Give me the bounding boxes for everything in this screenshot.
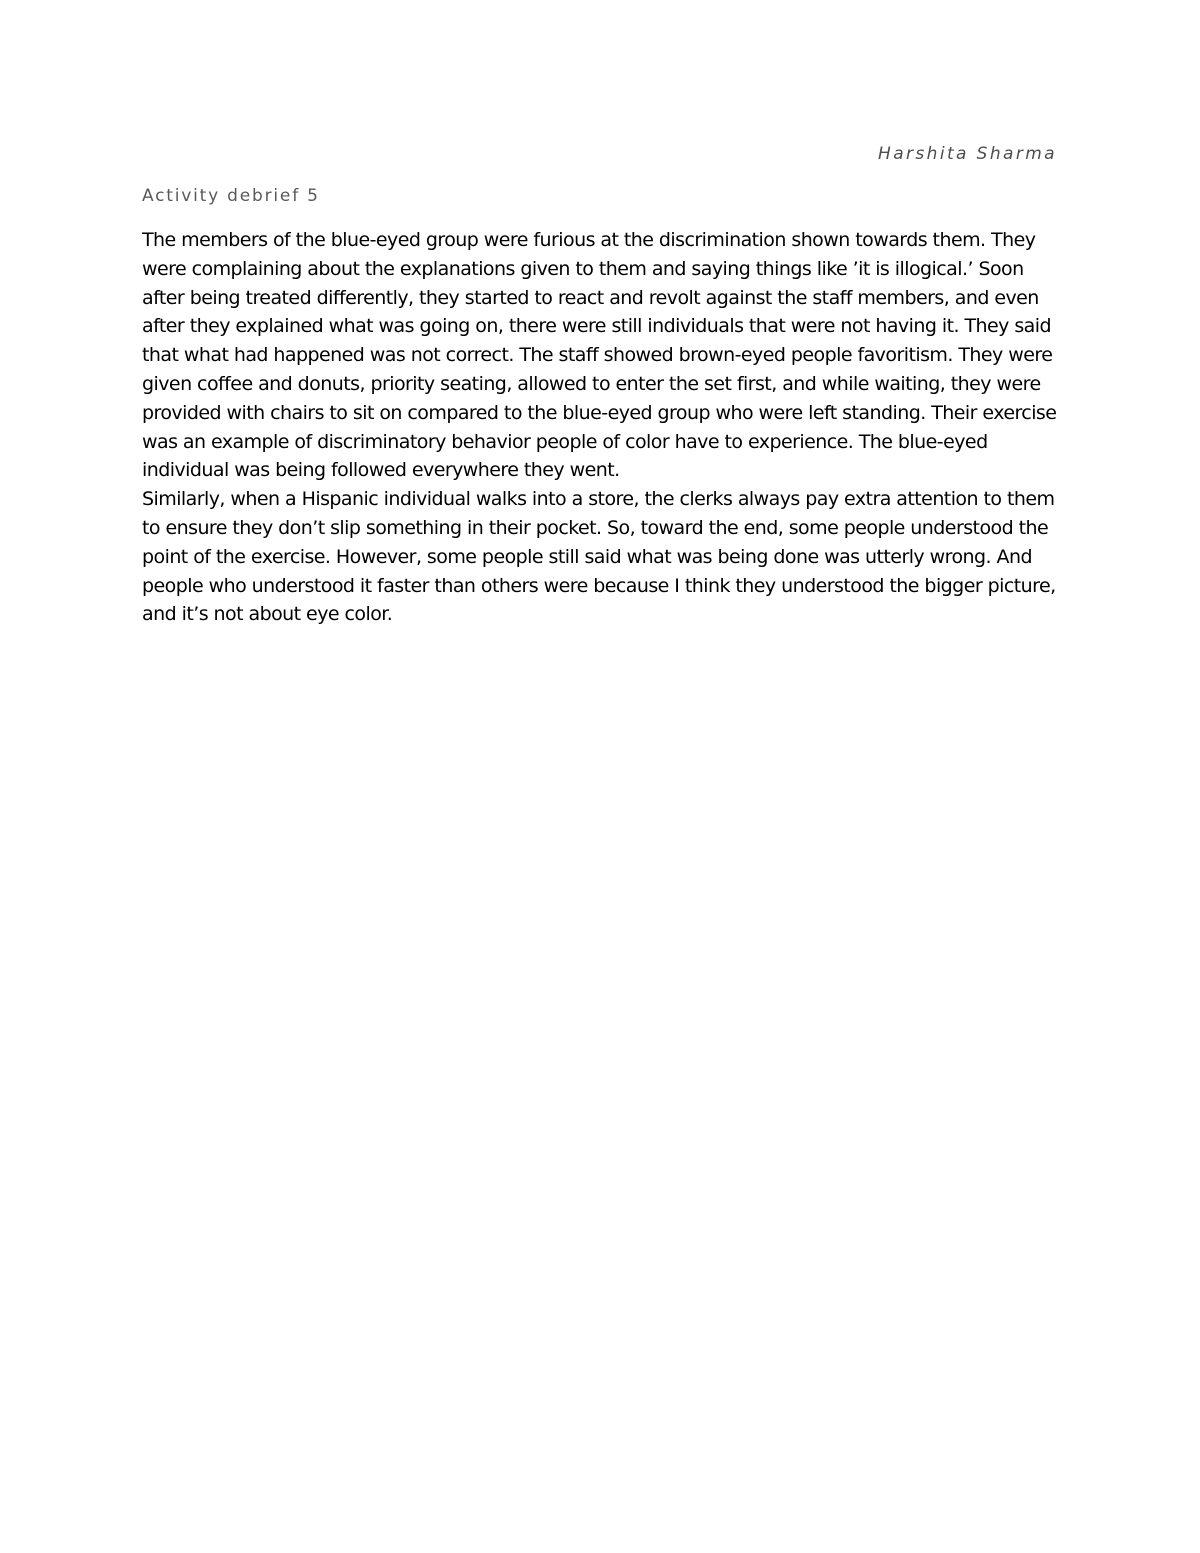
document-title: Activity debrief 5 (142, 186, 320, 206)
body-paragraph-1: The members of the blue-eyed group were furious at the discrimination shown towards them. They were complaining about the explanations given to them and saying things like ’it is illogical.’ Soon after being treated differently, they started to react and revolt against the staff members, and even after they explained what was going on, there were still individuals that were not having it. They said that what had happened was not correct. The staff showed brown-eyed people favoritism. They were given coffee and donuts, priority seating, allowed to enter the set first, and while waiting, they were provided with chairs to sit on compared to the blue-eyed group who were left standing. Their exercise was an example of discriminatory behavior people of color have to experience. The blue-eyed individual was being followed everywhere they went. (142, 229, 1057, 482)
document-body (142, 226, 1060, 629)
body-paragraph-2: Similarly, when a Hispanic individual walks into a store, the clerks always pay extra attention to them to ensure they don’t slip something in their pocket. So, toward the end, some people understood the point of the exercise. However, some people still said what was being done was utterly wrong. And people who understood it faster than others were because I think they understood the bigger picture, and it’s not about eye color. (142, 488, 1056, 626)
header-author-name: Harshita Sharma (878, 144, 1057, 164)
